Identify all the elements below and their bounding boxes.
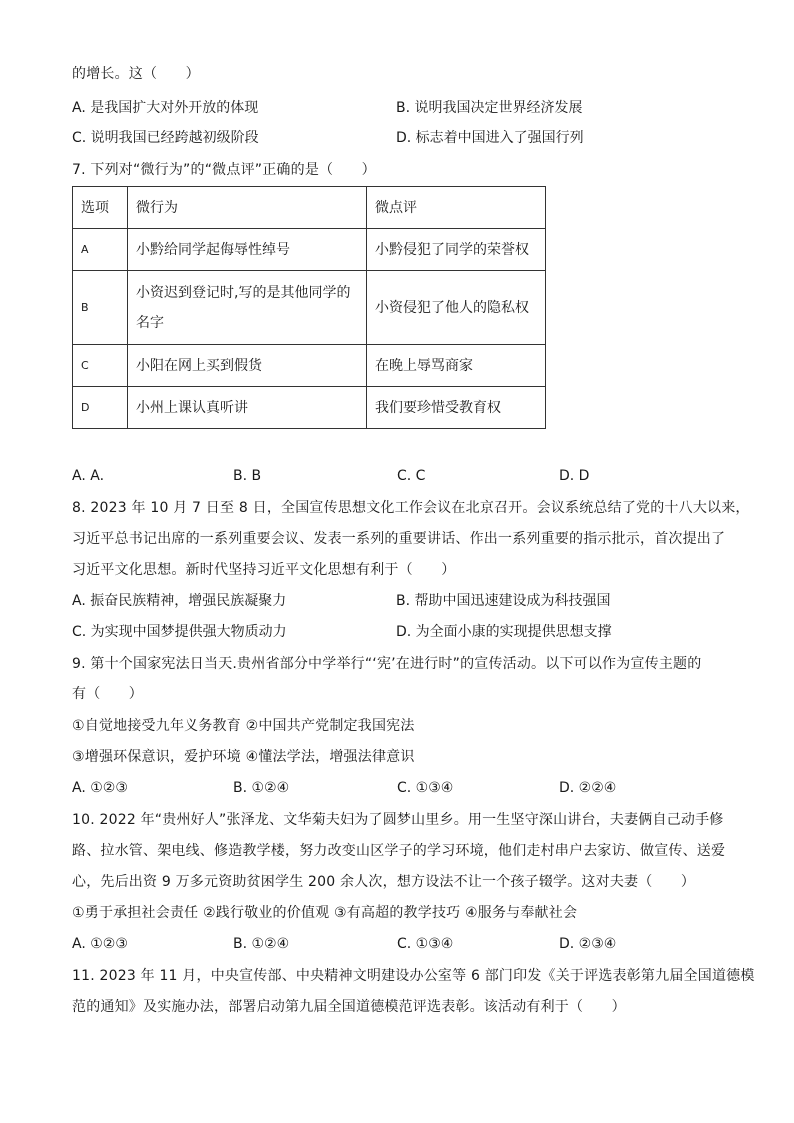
q6-option-a: A. 是我国扩大对外开放的体现 (72, 100, 259, 116)
q10-items-line: ①勇于承担社会责任 ②践行敬业的价值观 ③有高超的教学技巧 ④服务与奉献社会 (72, 905, 578, 921)
q6-stem-tail: 的增长。这（ ） (72, 66, 200, 82)
table-header-cell: 选项 (73, 187, 128, 229)
q10-option-c: C. ①③④ (397, 936, 454, 952)
q8-option-c: C. 为实现中国梦提供强大物质动力 (72, 624, 287, 640)
table-header-cell: 微点评 (367, 187, 546, 229)
table-cell: 小黔给同学起侮辱性绰号 (128, 229, 367, 271)
q9-option-d: D. ②②④ (559, 780, 617, 796)
table-header-cell: 微行为 (128, 187, 367, 229)
q10-option-b: B. ①②④ (233, 936, 290, 952)
table-row (73, 345, 546, 387)
q9-stem-line: 有（ ） (72, 686, 143, 702)
q8-stem-line: 8. 2023 年 10 月 7 日至 8 日，全国宣传思想文化工作会议在北京召开。会议系统总结了党的十八大以来， (72, 500, 750, 516)
table-cell: A (73, 229, 128, 271)
q9-option-a: A. ①②③ (72, 780, 128, 796)
table-cell: D (73, 387, 128, 429)
q8-stem-line: 习近平文化思想。新时代坚持习近平文化思想有利于（ ） (72, 562, 456, 578)
q7-stem: 7. 下列对“微行为”的“微点评”正确的是（ ） (72, 162, 376, 178)
q9-option-b: B. ①②④ (233, 780, 290, 796)
q6-option-d: D. 标志着中国进入了强国行列 (396, 130, 584, 146)
q10-stem-line: 路、拉水管、架电线、修造教学楼，努力改变山区学子的学习环境，他们走村串户去家访、做宣传、送爱 (72, 843, 726, 859)
table-cell: C (73, 345, 128, 387)
table-row (73, 271, 546, 345)
table-cell: 小阳在网上买到假货 (128, 345, 367, 387)
q9-stem-line: 9. 第十个国家宪法日当天.贵州省部分中学举行“‘宪’在进行时”的宣传活动。以下可以作为宣传主题的 (72, 656, 702, 672)
q10-stem-line: 心，先后出资 9 万多元资助贫困学生 200 余人次，想方设法不让一个孩子辍学。这对夫妻（ ） (72, 874, 696, 890)
q7-table (72, 186, 546, 429)
q7-option-d: D. D (559, 468, 590, 484)
table-header-row (73, 187, 546, 229)
table-row (73, 229, 546, 271)
q9-items-line: ③增强环保意识，爱护环境 ④懂法学法，增强法律意识 (72, 749, 415, 765)
table-cell: B (73, 271, 128, 345)
q9-items-line: ①自觉地接受九年义务教育 ②中国共产党制定我国宪法 (72, 718, 415, 734)
table-cell: 小黔侵犯了同学的荣誉权 (367, 229, 546, 271)
q11-stem-line: 范的通知》及实施办法，部署启动第九届全国道德模范评选表彰。该活动有利于（ ） (72, 999, 626, 1015)
q8-option-a: A. 振奋民族精神，增强民族凝聚力 (72, 593, 287, 609)
table-cell: 我们要珍惜受教育权 (367, 387, 546, 429)
table-row (73, 387, 546, 429)
q11-stem-line: 11. 2023 年 11 月，中央宣传部、中央精神文明建设办公室等 6 部门印发《关于评选表彰第九届全国道德模 (72, 968, 755, 984)
table-cell: 在晚上辱骂商家 (367, 345, 546, 387)
q8-option-d: D. 为全面小康的实现提供思想支撑 (396, 624, 612, 640)
table-cell: 小资侵犯了他人的隐私权 (367, 271, 546, 345)
q6-option-b: B. 说明我国决定世界经济发展 (396, 100, 583, 116)
q7-option-b: B. B (233, 468, 262, 484)
q7-option-c: C. C (397, 468, 426, 484)
q7-option-a: A. A. (72, 468, 105, 484)
q10-option-a: A. ①②③ (72, 936, 128, 952)
q10-option-d: D. ②③④ (559, 936, 617, 952)
q6-option-c: C. 说明我国已经跨越初级阶段 (72, 130, 259, 146)
q10-stem-line: 10. 2022 年“贵州好人”张泽龙、文华菊夫妇为了圆梦山里乡。用一生坚守深山讲台，夫妻俩自己动手修 (72, 812, 724, 828)
table-cell: 小资迟到登记时,写的是其他同学的名字 (128, 271, 367, 345)
q8-stem-line: 习近平总书记出席的一系列重要会议、发表一系列的重要讲话、作出一系列重要的指示批示，首次提出了 (72, 531, 726, 547)
table-cell: 小州上课认真听讲 (128, 387, 367, 429)
q9-option-c: C. ①③④ (397, 780, 454, 796)
q8-option-b: B. 帮助中国迅速建设成为科技强国 (396, 593, 611, 609)
